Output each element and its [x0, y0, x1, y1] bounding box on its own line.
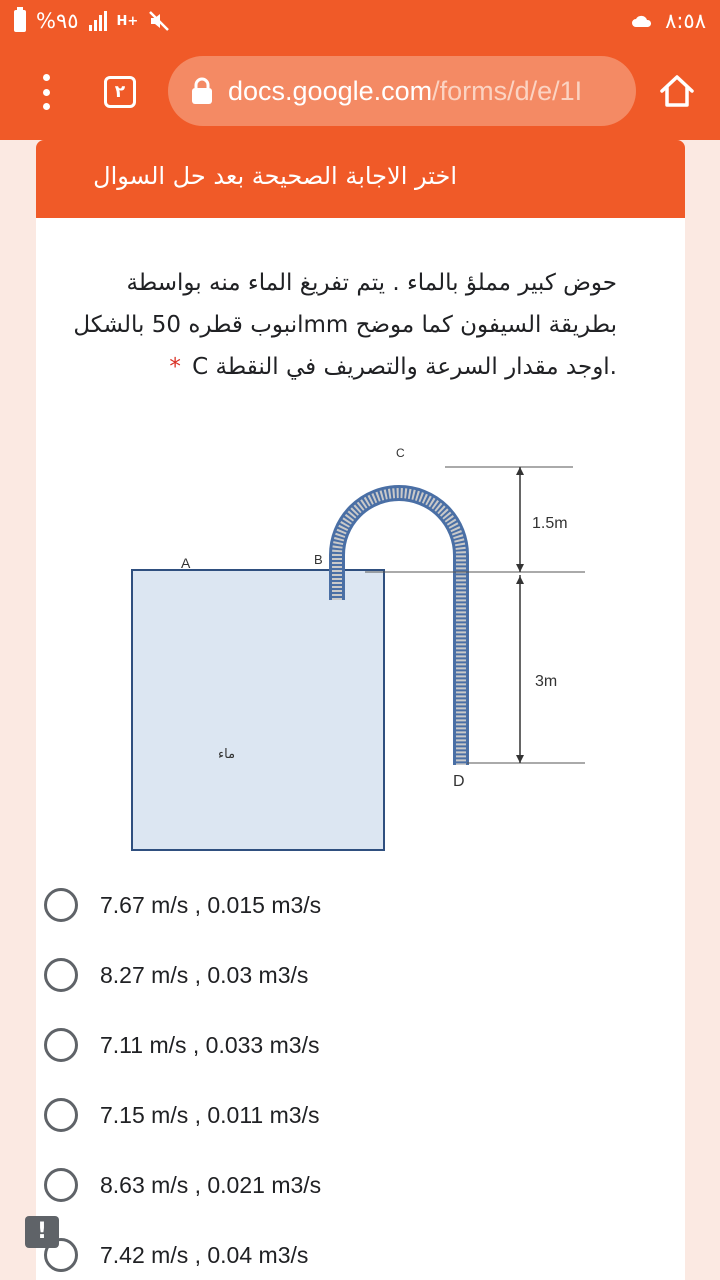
option-label: 7.67 m/s , 0.015 m3/s	[100, 891, 322, 918]
signal-icon	[89, 11, 107, 31]
arrow-icon	[516, 576, 524, 584]
url-host: docs.google.com	[228, 75, 433, 106]
label-upper-height: 1.5m	[532, 515, 568, 532]
lock-icon	[190, 77, 214, 105]
clock-time: ٨:٥٨	[665, 9, 706, 33]
label-water: ماء	[218, 747, 236, 762]
option-label: 7.15 m/s , 0.011 m3/s	[100, 1101, 320, 1128]
arrow-icon	[516, 467, 524, 475]
radio-button[interactable]	[44, 888, 78, 922]
url-path: /forms/d/e/1I	[432, 75, 583, 106]
label-a: A	[181, 555, 191, 571]
option-label: 7.11 m/s , 0.033 m3/s	[100, 1031, 320, 1058]
label-d: D	[453, 773, 465, 790]
radio-button[interactable]	[44, 1028, 78, 1062]
home-icon[interactable]	[658, 72, 696, 110]
status-bar	[0, 0, 720, 44]
cloud-icon	[631, 14, 653, 28]
form-page	[0, 140, 720, 1280]
water-tank	[132, 570, 384, 850]
option-5[interactable]	[44, 1150, 604, 1220]
tab-switcher-button[interactable]: ٢	[104, 76, 136, 108]
overflow-menu-icon[interactable]	[36, 74, 56, 110]
option-label: 8.27 m/s , 0.03 m3/s	[100, 961, 309, 988]
status-left-group	[14, 9, 170, 33]
arrow-icon	[516, 755, 524, 763]
question-body: حوض كبير مملؤ بالماء . يتم تفريغ الماء منه بواسطة بطريقة السيفون كما موضح mmانبوب قطره 50 بالشكل .اوجد مقدار السرعة والتصريف في النقطة C	[73, 270, 617, 380]
report-feedback-button[interactable]: !	[25, 1216, 59, 1248]
label-c: C	[396, 446, 405, 460]
label-b: B	[314, 552, 323, 567]
address-bar[interactable]	[168, 56, 636, 126]
radio-button[interactable]	[44, 1168, 78, 1202]
option-label: 7.42 m/s , 0.04 m3/s	[100, 1241, 309, 1268]
required-mark: *	[169, 354, 181, 380]
option-label: 8.63 m/s , 0.021 m3/s	[100, 1171, 322, 1198]
option-1[interactable]	[44, 870, 604, 940]
mute-icon	[148, 10, 170, 32]
radio-button[interactable]	[44, 1098, 78, 1132]
radio-button[interactable]	[44, 958, 78, 992]
arrow-icon	[516, 564, 524, 572]
browser-toolbar	[0, 44, 720, 140]
siphon-diagram	[95, 440, 605, 860]
status-right-group	[631, 9, 706, 33]
answer-options	[44, 870, 604, 1280]
option-3[interactable]	[44, 1010, 604, 1080]
section-title: اختر الاجابة الصحيحة بعد حل السوال	[93, 162, 457, 190]
option-6[interactable]	[44, 1220, 604, 1280]
question-text	[57, 262, 617, 388]
network-type-icon: H+	[116, 13, 139, 29]
option-4[interactable]	[44, 1080, 604, 1150]
section-header	[36, 140, 685, 218]
option-2[interactable]	[44, 940, 604, 1010]
label-lower-height: 3m	[535, 673, 558, 690]
battery-icon	[14, 10, 26, 32]
battery-percent: %٩٥	[36, 9, 79, 33]
